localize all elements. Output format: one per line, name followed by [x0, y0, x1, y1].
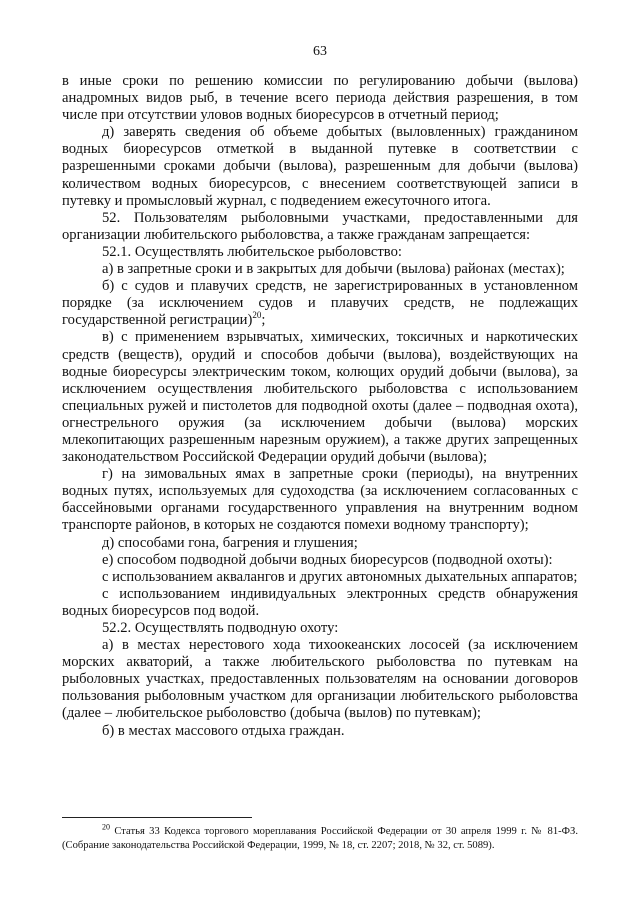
- paragraph-item-d-certify: д) заверять сведения об объеме добытых (выловленных) гражданином водных биоресурсов отметкой в выданной путевке в соответствии с разрешенными сроками добычи (вылова), разрешенным для добычи (вылова) количеством водных биоресурсов, с внесением соответствующей записи в путевку и промысловый журнал, с подведением ежесуточного итога.: [62, 124, 578, 209]
- paragraph-item-v-prohibited-means: в) с применением взрывчатых, химических, токсичных и наркотических средств (веществ), орудий и способов добычи (вылова), воздействующих на водные биоресурсы электрическим током, колющих орудий добычи (вылова), за исключением осуществления любительского рыболовства с использованием специальных ружей и пистолетов для подводной охоты (далее – подводная охота), огнестрельного оружия (за исключением добычи (вылова) морских млекопитающих разрешенным нарезным оружием), а также других запрещенных законодательством Российской Федерации орудий добычи (вылова);: [62, 329, 578, 466]
- paragraph-item-g-wintering-pits: г) на зимовальных ямах в запретные сроки (периоды), на внутренних водных путях, используемых для судоходства (за исключением согласованных с бассейновыми органами государственного управления на внутренним водном транспорте районов, в которых не создаются помехи водному транспорту);: [62, 466, 578, 534]
- body-text: [62, 73, 578, 740]
- paragraph-section-52: 52. Пользователям рыболовными участками, предоставленными для организации любительского рыболовства, а также гражданам запрещается:: [62, 209, 578, 243]
- footnote-text: Статья 33 Кодекса торгового мореплавания Российской Федерации от 30 апреля 1999 г. № 81-ФЗ. (Собрание законодательства Российской Федерации, 1999, № 18, ст. 2207; 2018, № 32, ст. 5089).: [62, 826, 578, 851]
- paragraph-continuation: в иные сроки по решению комиссии по регулированию добычи (вылова) анадромных видов рыб, в течение всего периода действия разрешения, в том числе при отсутствии уловов водных биоресурсов в отчетный период;: [62, 73, 578, 124]
- footnote-reference: 20: [252, 310, 262, 321]
- paragraph-electronic-means: с использованием индивидуальных электронных средств обнаружения водных биоресурсов под водой.: [62, 585, 578, 619]
- footnote-divider: [62, 817, 252, 818]
- paragraph-item-b-recreation: б) в местах массового отдыха граждан.: [102, 722, 345, 739]
- paragraph-item-e-underwater: е) способом подводной добычи водных биоресурсов (подводной охоты):: [102, 551, 553, 568]
- paragraph-item-a-salmon: а) в местах нерестового хода тихоокеанских лососей (за исключением морских акваторий, а также любительского рыболовства по путевкам на рыболовных участках, предоставленных пользователям на основании договоров пользования рыболовным участком для организации любительского рыболовства (далее – любительское рыболовство (добыча (вылов) по путевкам);: [62, 637, 578, 722]
- paragraph-item-a-closed-seasons: а) в запретные сроки и в закрытых для добычи (вылова) районах (местах);: [102, 261, 565, 278]
- paragraph-item-b-vessels: [62, 278, 578, 329]
- footnote-marker: 20: [102, 822, 110, 832]
- paragraph-section-52-1: 52.1. Осуществлять любительское рыболовство:: [102, 243, 402, 260]
- page-number: 63: [313, 44, 327, 59]
- paragraph-aqualungs: с использованием аквалангов и других автономных дыхательных аппаратов;: [102, 568, 578, 585]
- paragraph-section-52-2: 52.2. Осуществлять подводную охоту:: [102, 620, 339, 636]
- paragraph-item-d-methods: д) способами гона, багрения и глушения;: [102, 534, 358, 551]
- paragraph-item-b-text: б) с судов и плавучих средств, не зарегистрированных в установленном порядке (за исключением судов и плавучих средств, не подлежащих государственной регистрации): [62, 278, 578, 329]
- footnote: [62, 822, 578, 853]
- footnote-reference-tail: ;: [261, 312, 266, 329]
